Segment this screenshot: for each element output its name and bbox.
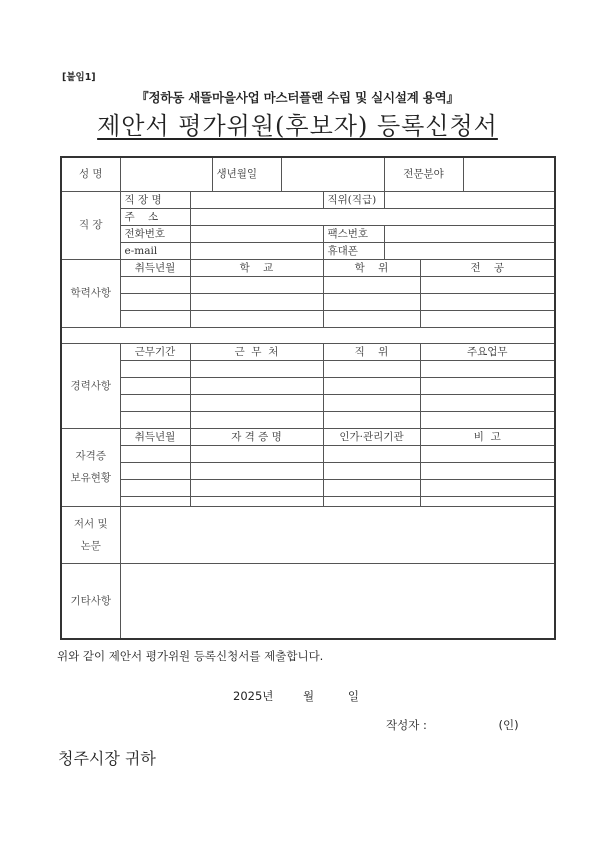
education-cell[interactable]	[323, 276, 420, 293]
education-header-degree: 학 위	[323, 259, 420, 276]
license-cell[interactable]	[120, 496, 190, 506]
career-header-period: 근무기간	[120, 343, 190, 360]
phone-label: 전화번호	[120, 225, 190, 242]
career-cell[interactable]	[190, 360, 323, 377]
career-header-workplace: 근 무 처	[190, 343, 323, 360]
date-line	[233, 688, 359, 704]
license-cell[interactable]	[120, 445, 190, 462]
career-cell[interactable]	[420, 394, 555, 411]
license-cell[interactable]	[120, 479, 190, 496]
career-cell[interactable]	[190, 377, 323, 394]
position-input[interactable]	[384, 191, 555, 208]
project-title: 『정하동 새뜰마을사업 마스터플랜 수립 및 실시설계 용역』	[136, 90, 459, 105]
education-cell[interactable]	[420, 276, 555, 293]
education-cell[interactable]	[190, 310, 323, 327]
career-cell[interactable]	[420, 411, 555, 428]
education-cell[interactable]	[120, 276, 190, 293]
education-header-school: 학 교	[190, 259, 323, 276]
education-cell[interactable]	[120, 293, 190, 310]
education-cell[interactable]	[420, 310, 555, 327]
papers-input[interactable]	[120, 506, 555, 563]
license-cell[interactable]	[323, 445, 420, 462]
papers-label	[61, 506, 120, 563]
career-cell[interactable]	[190, 411, 323, 428]
education-cell[interactable]	[323, 293, 420, 310]
career-cell[interactable]	[420, 360, 555, 377]
work-section-label: 직 장	[61, 191, 120, 259]
career-section-label: 경력사항	[61, 343, 120, 428]
date-day: 일	[347, 689, 359, 703]
career-header-position: 직 위	[323, 343, 420, 360]
education-section-label: 학력사항	[61, 259, 120, 327]
license-cell[interactable]	[323, 496, 420, 506]
form-title: 제안서 평가위원(후보자) 등록신청서	[97, 112, 498, 140]
education-cell[interactable]	[420, 293, 555, 310]
education-header-major: 전 공	[420, 259, 555, 276]
registration-form-table	[60, 156, 556, 640]
education-cell[interactable]	[120, 310, 190, 327]
papers-label-line2: 논문	[80, 539, 101, 552]
writer-label: 작성자 :	[386, 718, 427, 732]
attachment-label: [붙임1]	[62, 72, 96, 83]
fax-input[interactable]	[384, 225, 555, 242]
license-cell[interactable]	[420, 445, 555, 462]
career-cell[interactable]	[190, 394, 323, 411]
field-label: 전문분야	[384, 157, 463, 191]
license-cell[interactable]	[323, 479, 420, 496]
license-section-label	[61, 428, 120, 506]
license-header-date: 취득년월	[120, 428, 190, 445]
career-cell[interactable]	[120, 377, 190, 394]
license-cell[interactable]	[190, 496, 323, 506]
field-input[interactable]	[463, 157, 555, 191]
etc-label: 기타사항	[61, 563, 120, 639]
license-header-name: 자 격 증 명	[190, 428, 323, 445]
license-cell[interactable]	[420, 496, 555, 506]
name-input[interactable]	[120, 157, 212, 191]
career-cell[interactable]	[323, 360, 420, 377]
education-cell[interactable]	[190, 293, 323, 310]
license-cell[interactable]	[420, 462, 555, 479]
career-cell[interactable]	[323, 411, 420, 428]
education-cell[interactable]	[323, 310, 420, 327]
address-input[interactable]	[190, 208, 555, 225]
license-cell[interactable]	[190, 445, 323, 462]
address-label: 주 소	[120, 208, 190, 225]
birth-input[interactable]	[281, 157, 384, 191]
career-header-duty: 주요업무	[420, 343, 555, 360]
phone-input[interactable]	[190, 225, 323, 242]
email-input[interactable]	[190, 242, 323, 259]
etc-input[interactable]	[120, 563, 555, 639]
date-month: 월	[303, 689, 315, 703]
position-label: 직위(직급)	[323, 191, 384, 208]
license-header-note: 비 고	[420, 428, 555, 445]
career-cell[interactable]	[120, 411, 190, 428]
license-section-line2: 보유현황	[70, 472, 112, 484]
career-cell[interactable]	[420, 377, 555, 394]
seal-mark: (인)	[498, 718, 519, 732]
papers-label-line1: 저서 및	[73, 517, 108, 530]
statement-text: 위와 같이 제안서 평가위원 등록신청서를 제출합니다.	[57, 649, 324, 663]
license-cell[interactable]	[420, 479, 555, 496]
company-input[interactable]	[190, 191, 323, 208]
mobile-label: 휴대폰	[323, 242, 384, 259]
career-cell[interactable]	[323, 377, 420, 394]
writer-line	[386, 717, 519, 733]
license-cell[interactable]	[190, 462, 323, 479]
addressee: 청주시장 귀하	[58, 749, 156, 768]
license-header-agency: 인가·관리기관	[323, 428, 420, 445]
career-cell[interactable]	[323, 394, 420, 411]
section-spacer	[61, 327, 555, 343]
fax-label: 팩스번호	[323, 225, 384, 242]
email-label: e-mail	[120, 242, 190, 259]
education-header-date: 취득년월	[120, 259, 190, 276]
mobile-input[interactable]	[384, 242, 555, 259]
birth-label: 생년월일	[212, 157, 281, 191]
career-cell[interactable]	[120, 360, 190, 377]
license-section-line1: 자격증	[75, 450, 106, 462]
education-cell[interactable]	[190, 276, 323, 293]
license-cell[interactable]	[120, 462, 190, 479]
career-cell[interactable]	[120, 394, 190, 411]
date-year: 2025년	[233, 689, 274, 703]
name-label: 성 명	[61, 157, 120, 191]
license-cell[interactable]	[323, 462, 420, 479]
company-label: 직 장 명	[120, 191, 190, 208]
license-cell[interactable]	[190, 479, 323, 496]
